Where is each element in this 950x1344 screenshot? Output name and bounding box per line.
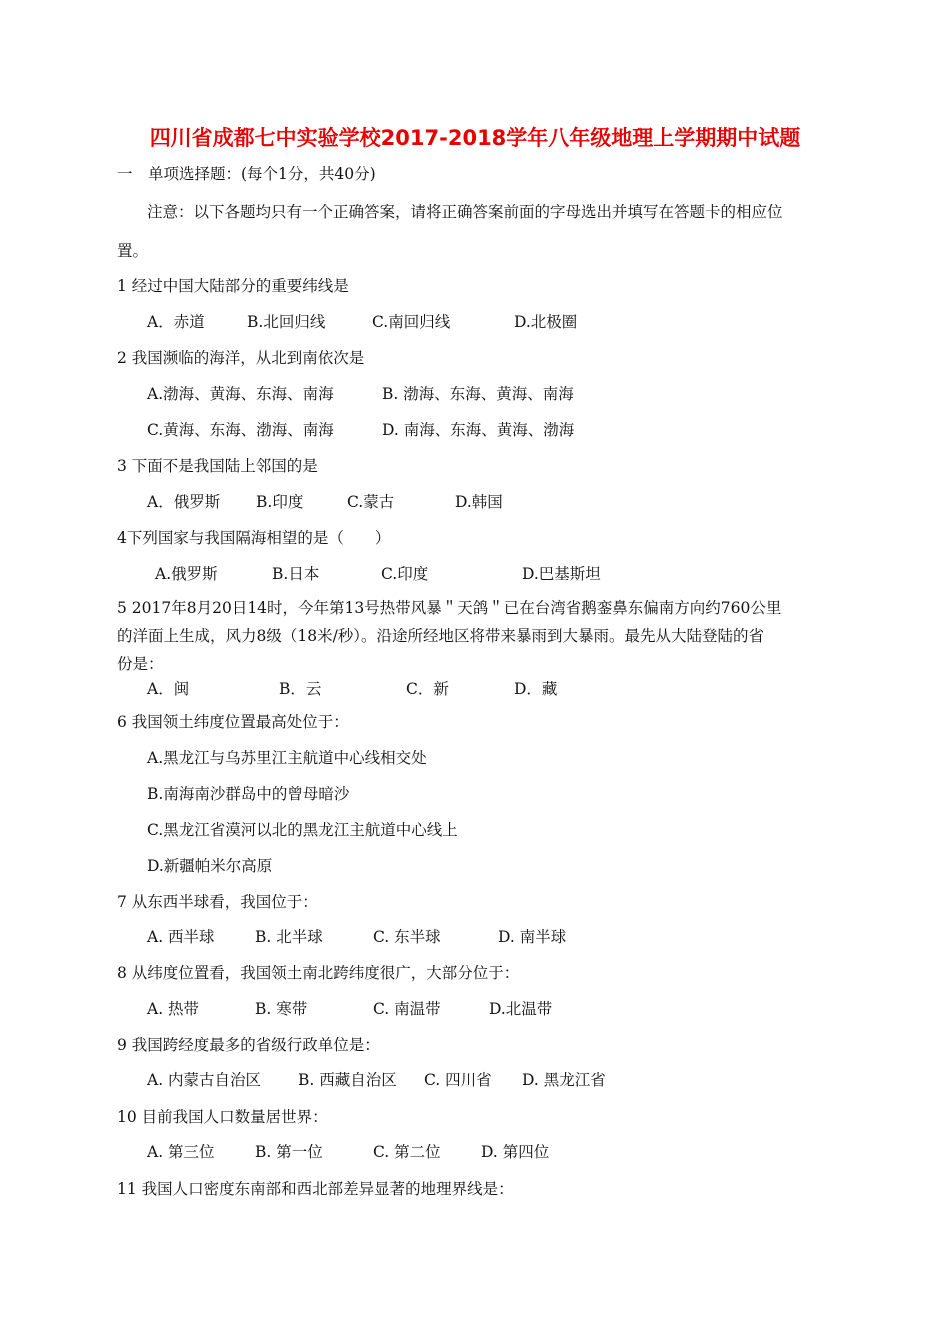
answer-option: C.黑龙江省漠河以北的黑龙江主航道中心线上: [147, 821, 458, 839]
answer-option: D.北极圈: [514, 313, 578, 331]
answer-option: B.日本: [272, 565, 320, 583]
answer-option: B. 寒带: [255, 1000, 308, 1018]
question-stem: 的洋面上生成，风力8级（18米/秒）。沿途所经地区将带来暴雨到大暴雨。最先从大陆登陆的省: [117, 627, 765, 645]
question-stem: 份是：: [117, 655, 164, 673]
answer-option: A. 西半球: [147, 928, 215, 946]
answer-option: C.印度: [381, 565, 429, 583]
question-stem: 6 我国领土纬度位置最高处位于：: [117, 713, 349, 731]
answer-option: B.南海南沙群岛中的曾母暗沙: [147, 785, 350, 803]
answer-option: B. 第一位: [255, 1143, 323, 1161]
instruction-note: 注意：以下各题均只有一个正确答案，请将正确答案前面的字母选出并填写在答题卡的相应位: [147, 203, 783, 221]
answer-option: A.俄罗斯: [155, 565, 218, 583]
answer-option: A. 热带: [147, 1000, 200, 1018]
question-stem: 10 目前我国人口数量居世界：: [117, 1108, 328, 1126]
answer-option: C.黄海、东海、渤海、南海: [147, 421, 334, 439]
answer-option: C. 第二位: [373, 1143, 441, 1161]
answer-option: B.印度: [256, 493, 304, 511]
answer-option: B.北回归线: [247, 313, 326, 331]
answer-option: D. 黑龙江省: [522, 1071, 606, 1089]
answer-option: D.韩国: [455, 493, 503, 511]
answer-option: C．新: [406, 680, 449, 698]
question-stem: 3 下面不是我国陆上邻国的是: [117, 457, 318, 475]
answer-option: B. 渤海、东海、黄海、南海: [382, 385, 574, 403]
answer-option: C.蒙古: [347, 493, 395, 511]
answer-option: C. 东半球: [373, 928, 441, 946]
answer-option: A. 内蒙古自治区: [147, 1071, 262, 1089]
answer-option: A．赤道: [147, 313, 205, 331]
answer-option: B．云: [279, 680, 322, 698]
question-stem: 7 从东西半球看，我国位于：: [117, 893, 318, 911]
section-heading: 一 单项选择题：(每个1分，共40分): [117, 165, 376, 183]
answer-option: A.渤海、黄海、东海、南海: [147, 385, 334, 403]
answer-option: D.新疆帕米尔高原: [147, 857, 273, 875]
answer-option: D. 南海、东海、黄海、渤海: [382, 421, 575, 439]
question-stem: 1 经过中国大陆部分的重要纬线是: [117, 277, 349, 295]
answer-option: C.南回归线: [372, 313, 451, 331]
answer-option: A．闽: [147, 680, 190, 698]
answer-option: D. 第四位: [481, 1143, 550, 1161]
question-stem: 5 2017年8月20日14时，今年第13号热带风暴＂天鸽＂已在台湾省鹅銮鼻东偏南方向约760公里: [117, 599, 782, 617]
answer-option: B. 北半球: [255, 928, 323, 946]
answer-option: B. 西藏自治区: [298, 1071, 397, 1089]
answer-option: D. 南半球: [498, 928, 567, 946]
question-stem: 11 我国人口密度东南部和西北部差异显著的地理界线是：: [117, 1180, 514, 1198]
question-stem: 9 我国跨经度最多的省级行政单位是：: [117, 1036, 380, 1054]
answer-option: D.巴基斯坦: [522, 565, 601, 583]
answer-option: A.黑龙江与乌苏里江主航道中心线相交处: [147, 749, 427, 767]
answer-option: C. 南温带: [373, 1000, 441, 1018]
answer-option: D．藏: [514, 680, 558, 698]
answer-option: C. 四川省: [424, 1071, 492, 1089]
answer-option: A. 第三位: [147, 1143, 215, 1161]
question-stem: 8 从纬度位置看，我国领土南北跨纬度很广，大部分位于：: [117, 964, 520, 982]
question-stem: 2 我国濒临的海洋，从北到南依次是: [117, 349, 365, 367]
answer-option: D.北温带: [489, 1000, 553, 1018]
instruction-note-continued: 置。: [117, 242, 149, 260]
answer-option: A．俄罗斯: [147, 493, 221, 511]
question-stem: 4下列国家与我国隔海相望的是（ ）: [117, 529, 391, 547]
page-title: 四川省成都七中实验学校2017-2018学年八年级地理上学期期中试题: [149, 126, 801, 150]
